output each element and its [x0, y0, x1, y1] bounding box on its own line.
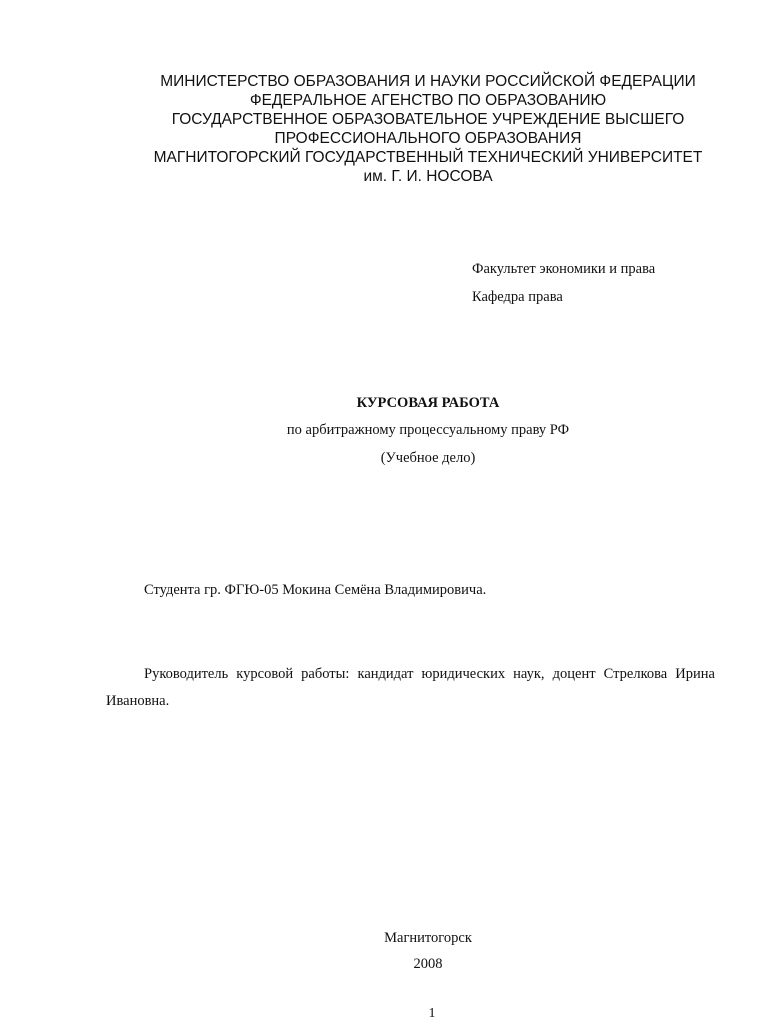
header-line-ministry: МИНИСТЕРСТВО ОБРАЗОВАНИЯ И НАУКИ РОССИЙСКОЙ ФЕДЕРАЦИИ	[160, 73, 696, 90]
header-line-institution-type: ГОСУДАРСТВЕННОЕ ОБРАЗОВАТЕЛЬНОЕ УЧРЕЖДЕНИЕ ВЫСШЕГО	[171, 111, 685, 128]
page-number: 1	[428, 1006, 436, 1021]
header-line-agency: ФЕДЕРАЛЬНОЕ АГЕНСТВО ПО ОБРАЗОВАНИЮ	[249, 92, 607, 109]
footer-year: 2008	[413, 956, 443, 972]
chair-label: Кафедра права	[472, 289, 563, 305]
footer-city: Магнитогорск	[384, 930, 472, 946]
institution-header	[108, 72, 748, 186]
header-line-university: МАГНИТОГОРСКИЙ ГОСУДАРСТВЕННЫЙ ТЕХНИЧЕСКИЙ УНИВЕРСИТЕТ	[153, 149, 703, 166]
header-line-named-after: им. Г. И. НОСОВА	[363, 168, 493, 185]
header-line-education: ПРОФЕССИОНАЛЬНОГО ОБРАЗОВАНИЯ	[274, 130, 582, 147]
document-subject: по арбитражному процессуальному праву РФ	[286, 422, 570, 438]
document-title: КУРСОВАЯ РАБОТА	[356, 395, 500, 411]
document-note: (Учебное дело)	[380, 450, 476, 466]
faculty-label: Факультет экономики и права	[472, 261, 656, 277]
student-line: Студента гр. ФГЮ-05 Мокина Семёна Владимировича.	[144, 582, 487, 598]
supervisor-paragraph: Руководитель курсовой работы: кандидат юридических наук, доцент Стрелкова Ирина Ивановна.	[106, 666, 715, 709]
